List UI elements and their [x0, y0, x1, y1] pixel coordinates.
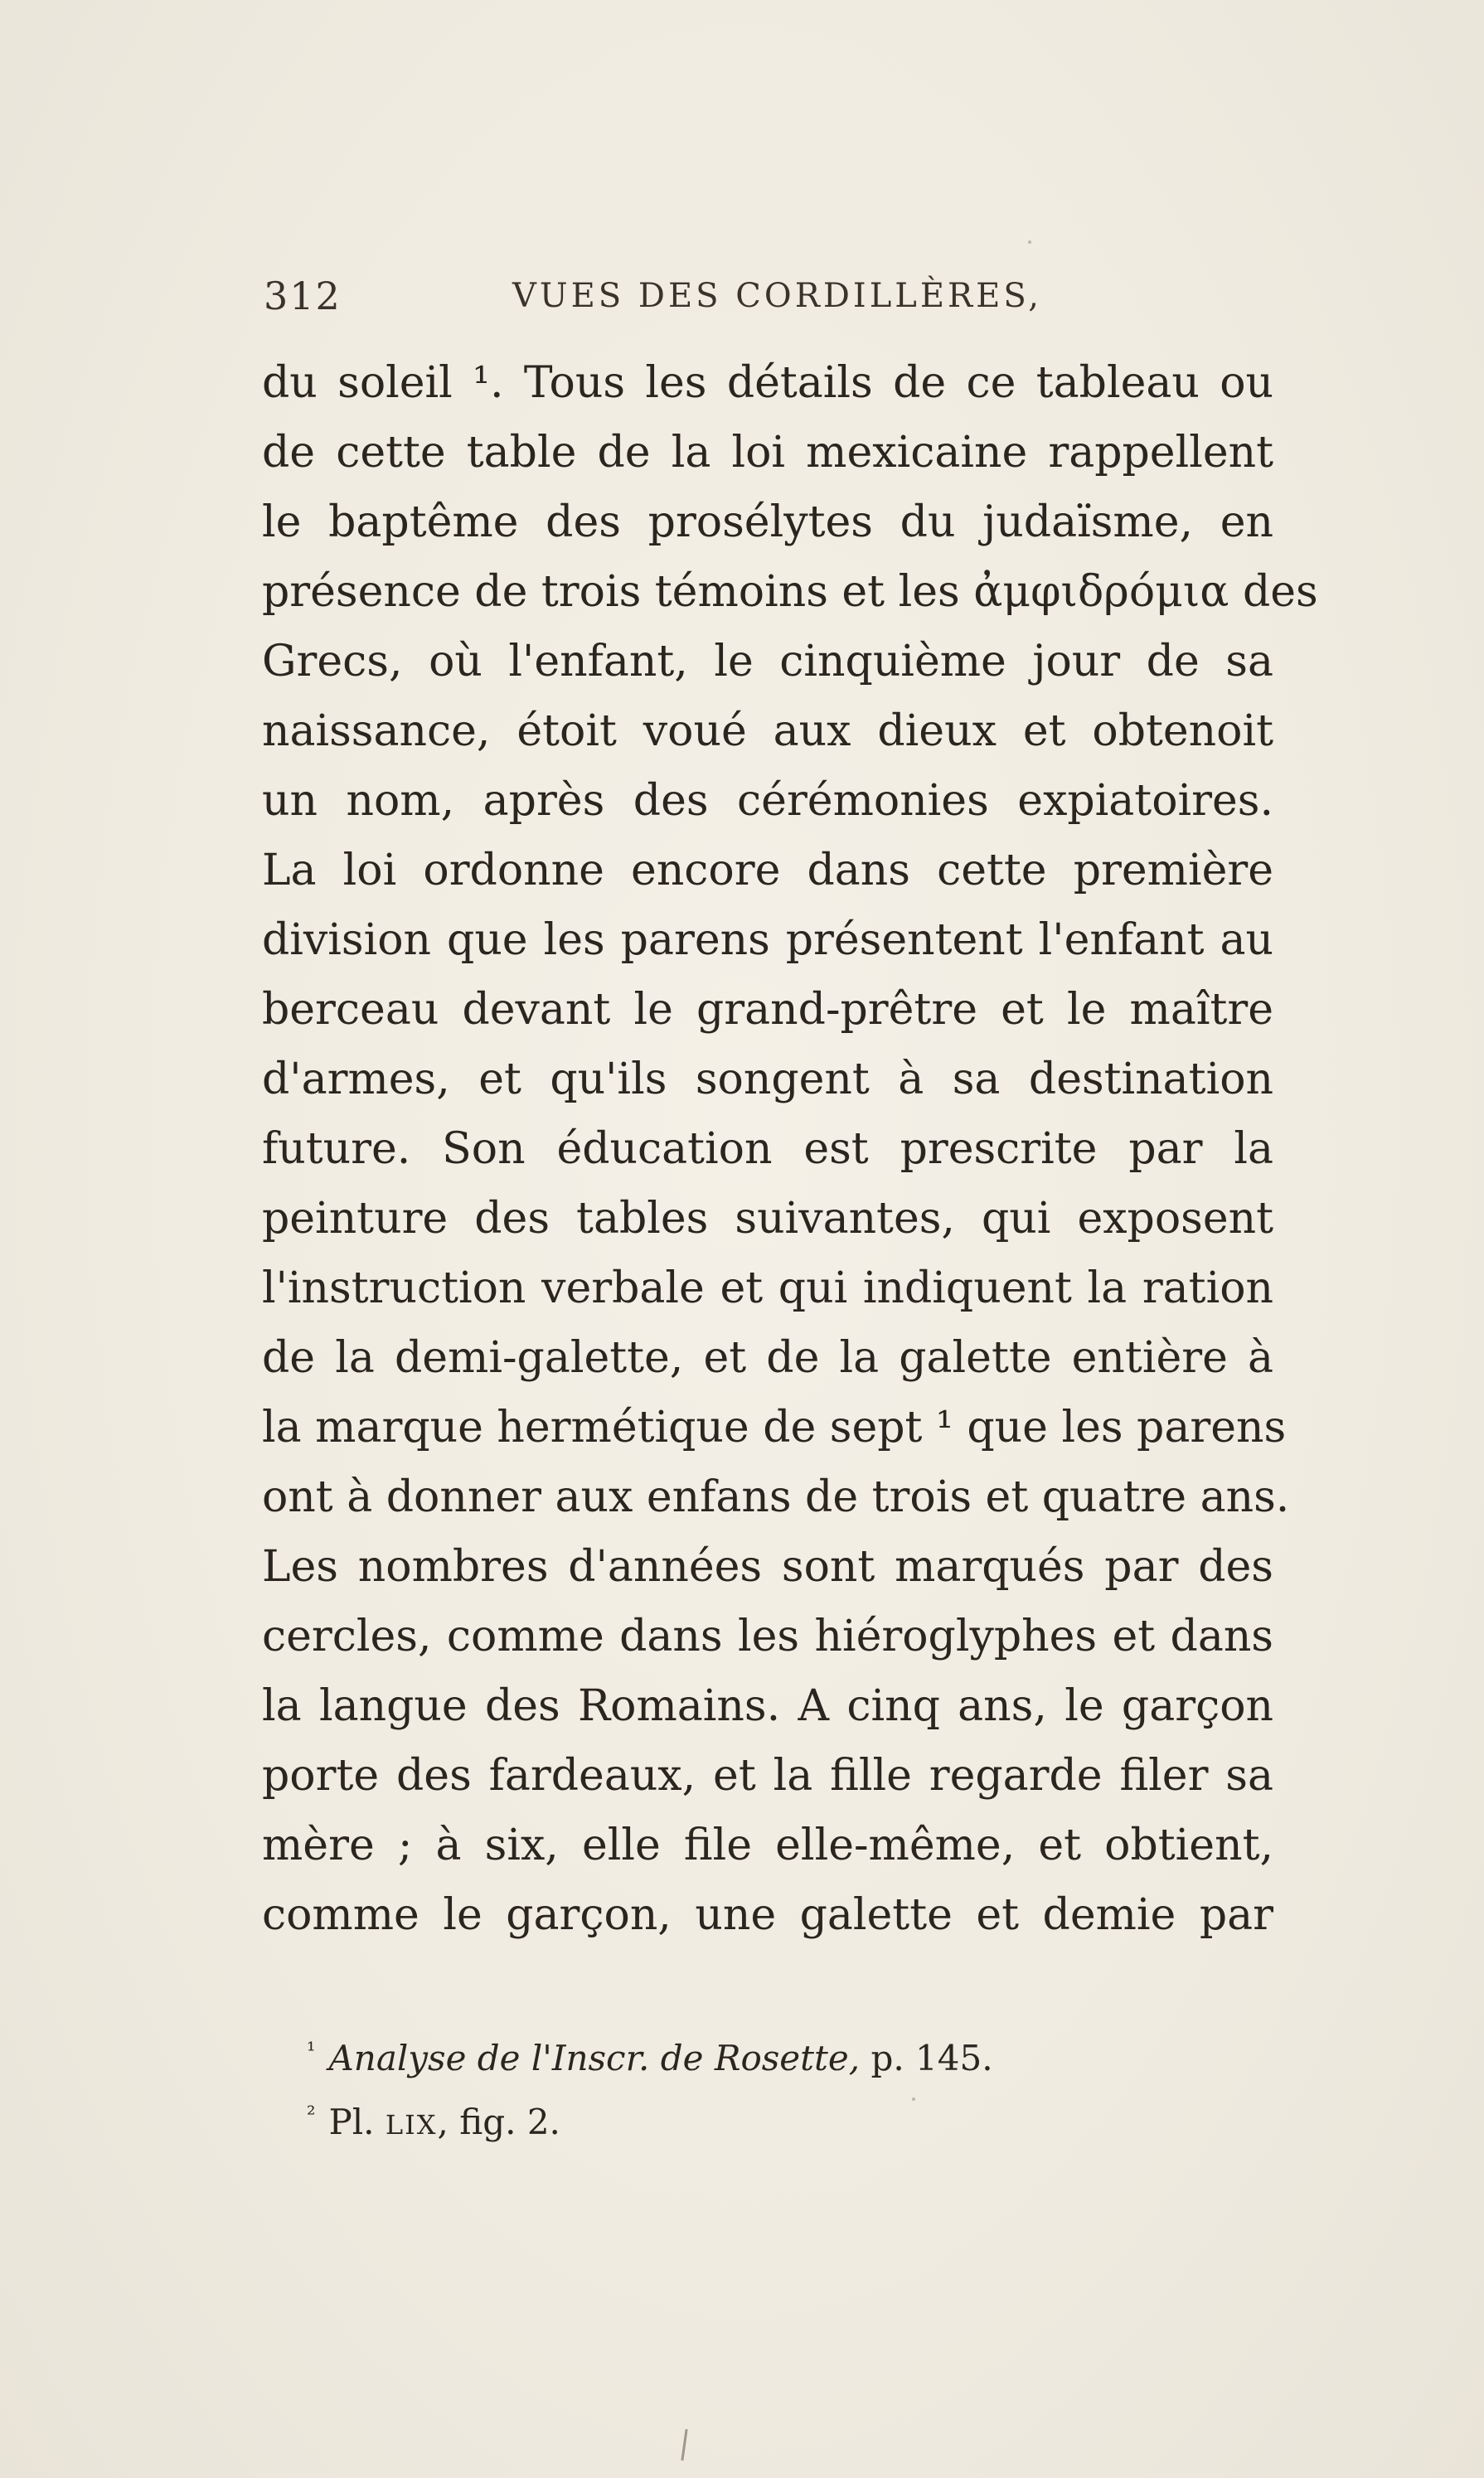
footnote-plate: Pl.	[328, 2102, 375, 2142]
text-line: Grecs, où l'enfant, le cinquième jour de sa	[262, 637, 1273, 686]
text-line: division que les parens présentent l'enfant au	[262, 915, 1273, 965]
text-line: porte des fardeaux, et la fille regarde filer sa	[262, 1751, 1273, 1801]
footnote-1	[307, 2023, 1219, 2087]
text-line: la marque hermétique de sept ¹ que les parens	[262, 1403, 1287, 1452]
footnote-figure: , fig. 2.	[437, 2102, 560, 2142]
text-line: du soleil ¹. Tous les détails de ce tableau ou	[262, 358, 1273, 408]
running-title: VUES DES CORDILLÈRES,	[512, 277, 1043, 315]
text-line: un nom, après des cérémonies expiatoires.	[262, 776, 1273, 826]
text-line: peinture des tables suivantes, qui exposent	[262, 1194, 1273, 1244]
text-line: berceau devant le grand-prêtre et le maître	[262, 985, 1273, 1035]
footnote-page: p. 145.	[860, 2038, 993, 2078]
body-text	[262, 348, 1318, 1950]
text-line: de cette table de la loi mexicaine rappellent	[262, 428, 1273, 478]
text-line: comme le garçon, une galette et demie par	[262, 1890, 1273, 1940]
page-number: 312	[264, 274, 342, 318]
text-line: présence de trois témoins et les ἀμφιδρόμια des	[262, 567, 1318, 617]
text-line: ont à donner aux enfans de trois et quatre ans.	[262, 1472, 1290, 1522]
footnote-source: Analyse de l'Inscr. de Rosette,	[328, 2038, 861, 2078]
text-line: l'instruction verbale et qui indiquent la ration	[262, 1263, 1273, 1313]
footnote-2	[307, 2087, 1219, 2153]
text-line: La loi ordonne encore dans cette première	[262, 846, 1273, 895]
text-line: future. Son éducation est prescrite par la	[262, 1124, 1273, 1174]
paper-speck	[1028, 240, 1031, 244]
footnotes	[307, 2023, 1219, 2153]
text-line: naissance, étoit voué aux dieux et obtenoit	[262, 706, 1273, 756]
footnote-mark: ²	[307, 2102, 316, 2127]
pencil-mark	[681, 2429, 687, 2461]
text-line: la langue des Romains. A cinq ans, le garçon	[262, 1681, 1273, 1731]
text-line: d'armes, et qu'ils songent à sa destination	[262, 1055, 1273, 1104]
text-line: de la demi-galette, et de la galette entière à	[262, 1333, 1273, 1383]
page-header	[264, 274, 1308, 323]
text-line: cercles, comme dans les hiéroglyphes et dans	[262, 1612, 1273, 1661]
text-line: mère ; à six, elle file elle-même, et obtient,	[262, 1821, 1273, 1870]
text-line: Les nombres d'années sont marqués par des	[262, 1542, 1273, 1592]
text-line: le baptême des prosélytes du judaïsme, en	[262, 497, 1273, 547]
footnote-plate-number: LIX	[385, 2109, 438, 2141]
footnote-mark: ¹	[307, 2039, 316, 2063]
paper-speck	[912, 2097, 915, 2101]
